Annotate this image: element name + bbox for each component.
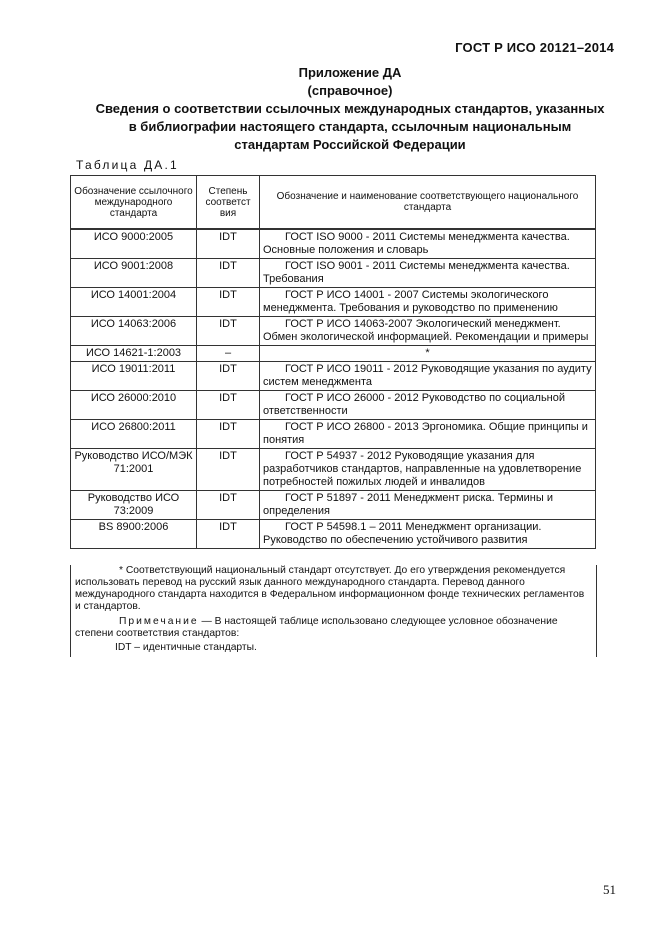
cell-degree: IDT	[197, 391, 260, 420]
table-row	[71, 391, 596, 420]
table-row	[71, 420, 596, 449]
cell-degree: –	[197, 346, 260, 362]
cell-national-standard: ГОСТ Р ИСО 26000 - 2012 Руководство по социальной ответственности	[260, 391, 596, 420]
table-row	[71, 317, 596, 346]
appendix-heading-line-2: в библиографии настоящего стандарта, ссылочным национальным	[128, 119, 572, 134]
appendix-heading	[60, 64, 640, 154]
cell-reference-standard: Руководство ИСО 73:2009	[71, 491, 197, 520]
cell-reference-standard: ИСО 9000:2005	[71, 229, 197, 259]
cell-reference-standard: ИСО 14621-1:2003	[71, 346, 197, 362]
table-row	[71, 491, 596, 520]
table-row	[71, 229, 596, 259]
cell-reference-standard: BS 8900:2006	[71, 520, 197, 549]
appendix-title: Приложение ДА	[298, 65, 402, 80]
footnote: * Соответствующий национальный стандарт отсутствует. До его утверждения рекомендуется использовать перевод на русский язык данного международного стандарта. Перевод данного международного стандарта находится в Федеральном информационном фонде технических регламентов и стандартов.	[75, 565, 585, 612]
cell-national-standard: *	[260, 346, 596, 362]
cell-national-standard: ГОСТ Р ИСО 14063-2007 Экологический менеджмент. Обмен экологической информацией. Рекомендации и примеры	[260, 317, 596, 346]
table-row	[71, 346, 596, 362]
cell-reference-standard: ИСО 14001:2004	[71, 288, 197, 317]
header-reference-standard: Обозначение ссылочного международного стандарта	[71, 176, 197, 230]
table-row	[71, 288, 596, 317]
document-code: ГОСТ Р ИСО 20121–2014	[455, 40, 614, 55]
cell-degree: IDT	[197, 317, 260, 346]
cell-degree: IDT	[197, 229, 260, 259]
table-caption: Таблица ДА.1	[76, 158, 179, 172]
cell-reference-standard: ИСО 9001:2008	[71, 259, 197, 288]
table-row	[71, 520, 596, 549]
header-degree: Степень соответст вия	[197, 176, 260, 230]
cell-degree: IDT	[197, 259, 260, 288]
cell-national-standard: ГОСТ Р 51897 - 2011 Менеджмент риска. Термины и определения	[260, 491, 596, 520]
note	[75, 616, 596, 640]
cell-reference-standard: Руководство ИСО/МЭК 71:2001	[71, 449, 197, 491]
cell-degree: IDT	[197, 362, 260, 391]
cell-reference-standard: ИСО 26000:2010	[71, 391, 197, 420]
table-row	[71, 362, 596, 391]
table-row	[71, 449, 596, 491]
cell-reference-standard: ИСО 19011:2011	[71, 362, 197, 391]
cell-national-standard: ГОСТ Р 54598.1 – 2011 Менеджмент организации. Руководство по обеспечению устойчивого развития	[260, 520, 596, 549]
header-national-standard: Обозначение и наименование соответствующего национального стандарта	[260, 176, 596, 230]
idt-legend: IDT – идентичные стандарты.	[115, 642, 257, 653]
cell-national-standard: ГОСТ Р ИСО 19011 - 2012 Руководящие указания по аудиту систем менеджмента	[260, 362, 596, 391]
table-header-row	[71, 176, 596, 230]
table-body	[71, 229, 596, 549]
note-label: Примечание	[119, 616, 199, 627]
cell-national-standard: ГОСТ ISO 9000 - 2011 Системы менеджмента качества. Основные положения и словарь	[260, 229, 596, 259]
cell-national-standard: ГОСТ Р ИСО 26800 - 2013 Эргономика. Общие принципы и понятия	[260, 420, 596, 449]
appendix-subtitle: (справочное)	[307, 83, 393, 98]
cell-national-standard: ГОСТ Р ИСО 14001 - 2007 Системы экологического менеджмента. Требования и руководство по применению	[260, 288, 596, 317]
appendix-heading-line-1: Сведения о соответствии ссылочных международных стандартов, указанных	[95, 101, 605, 116]
table-row	[71, 259, 596, 288]
cell-degree: IDT	[197, 288, 260, 317]
appendix-heading-line-3: стандартам Российской Федерации	[234, 137, 466, 152]
cell-degree: IDT	[197, 420, 260, 449]
cell-reference-standard: ИСО 26800:2011	[71, 420, 197, 449]
page-number: 51	[603, 882, 616, 897]
cell-degree: IDT	[197, 491, 260, 520]
cell-national-standard: ГОСТ Р 54937 - 2012 Руководящие указания для разработчиков стандартов, направленные на удовлетворение потребностей пожилых людей и инвалидов	[260, 449, 596, 491]
note-text: — В настоящей таблице использовано следующее условное обозначение степени соответствия стандартов:	[75, 616, 558, 639]
reference-table	[70, 175, 596, 549]
cell-degree: IDT	[197, 449, 260, 491]
cell-degree: IDT	[197, 520, 260, 549]
cell-reference-standard: ИСО 14063:2006	[71, 317, 197, 346]
cell-national-standard: ГОСТ ISO 9001 - 2011 Системы менеджмента качества. Требования	[260, 259, 596, 288]
table-notes	[70, 565, 597, 657]
